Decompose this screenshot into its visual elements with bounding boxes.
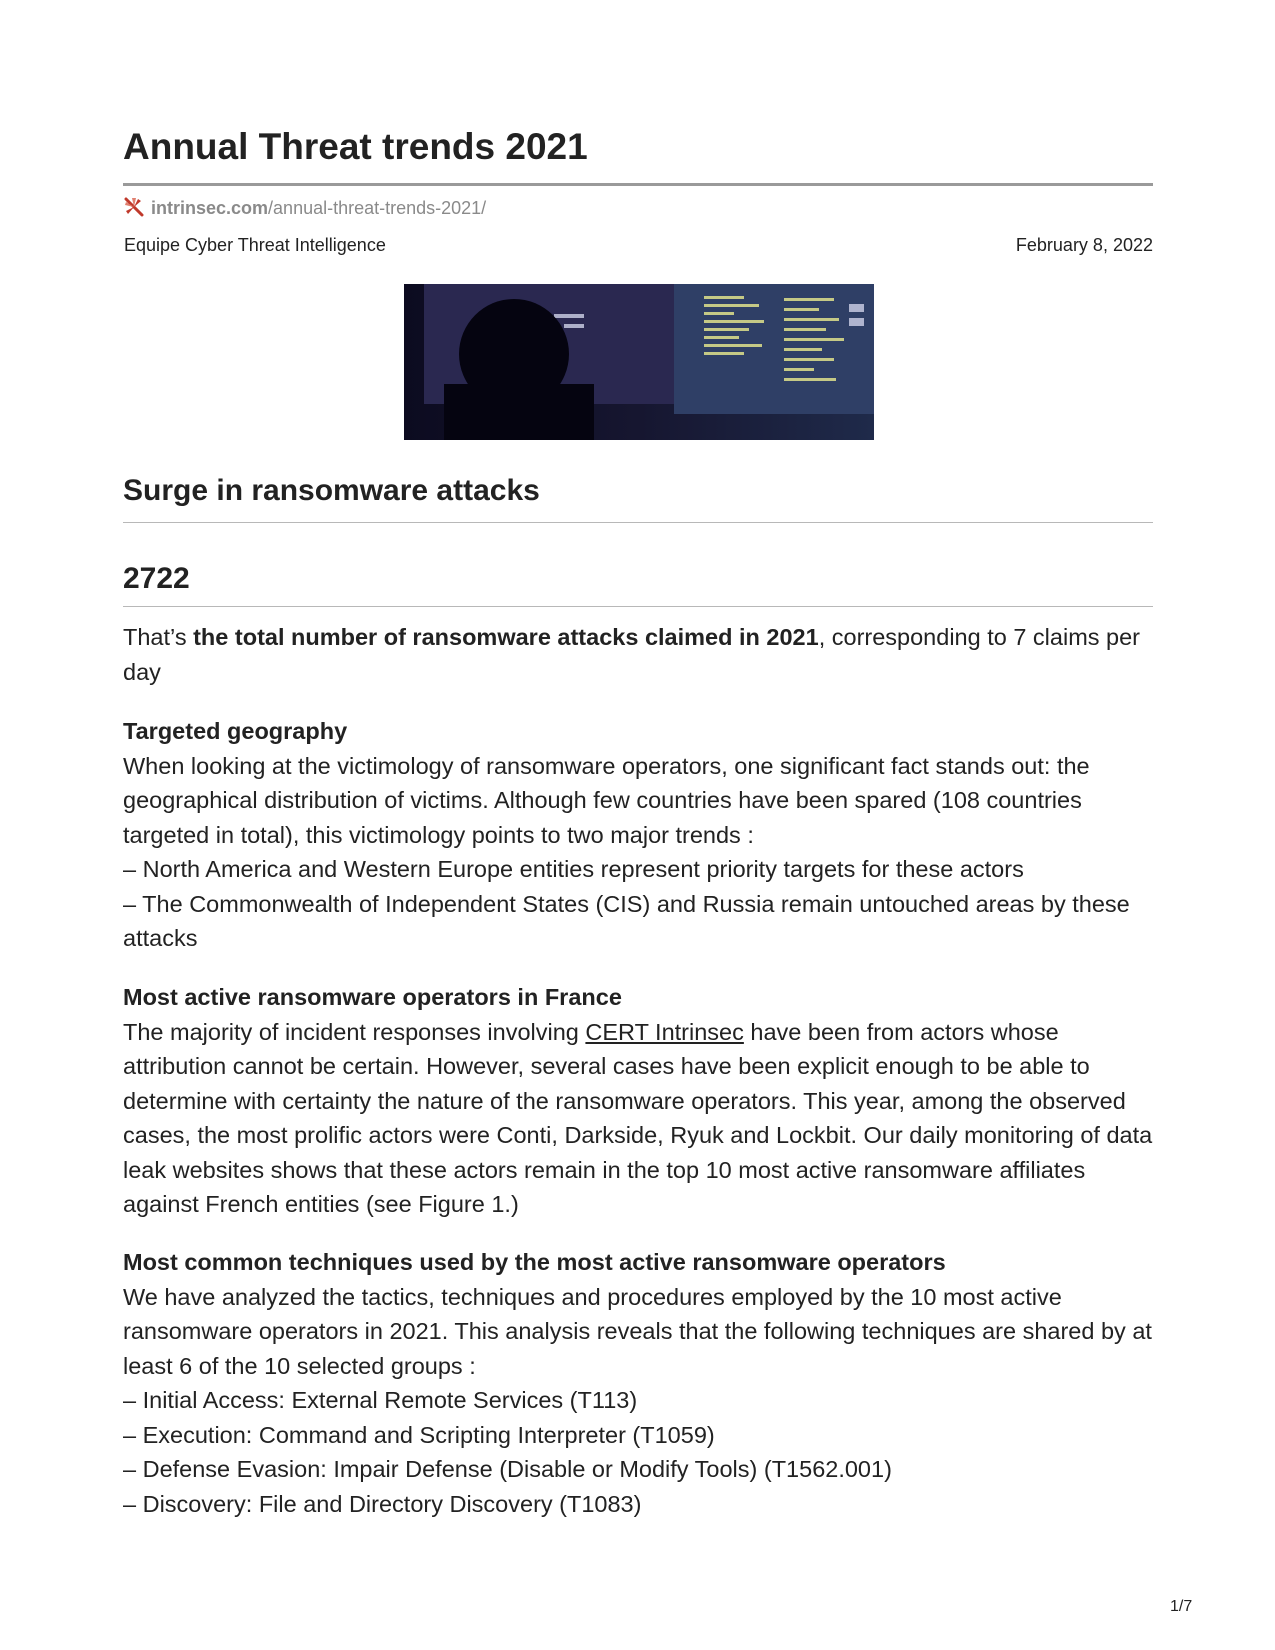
source-domain: intrinsec.com bbox=[151, 198, 269, 218]
techniques-block bbox=[123, 1245, 1153, 1521]
intro-paragraph bbox=[123, 620, 1153, 689]
technique-item: – Initial Access: External Remote Services (T113) bbox=[123, 1387, 638, 1413]
intro-suffix: , corresponding to 7 claims per day bbox=[123, 624, 1141, 685]
geography-text: When looking at the victimology of ransomware operators, one significant fact stands out: the geographical distribution of victims. Although few countries have been spared (108 countries targeted in total), this victimology points to two major trends : bbox=[123, 752, 1090, 848]
geography-item: – North America and Western Europe entities represent priority targets for these actors bbox=[123, 856, 1024, 882]
technique-item: – Execution: Command and Scripting Interpreter (T1059) bbox=[123, 1421, 715, 1448]
techniques-heading: Most common techniques used by the most active ransomware operators bbox=[123, 1249, 946, 1275]
publish-date: February 8, 2022 bbox=[1015, 235, 1153, 255]
france-heading: Most active ransomware operators in France bbox=[123, 984, 622, 1010]
number-divider bbox=[123, 606, 1153, 607]
title-divider bbox=[123, 183, 1153, 186]
intro-prefix: That’s bbox=[123, 624, 194, 650]
source-url[interactable] bbox=[123, 196, 486, 219]
cert-intrinsec-link[interactable]: CERT Intrinsec bbox=[585, 1018, 744, 1045]
france-block bbox=[123, 980, 1153, 1222]
france-prefix: The majority of incident responses involving bbox=[123, 1018, 586, 1045]
big-number: 2722 bbox=[123, 562, 190, 595]
techniques-text: We have analyzed the tactics, techniques and procedures employed by the 10 most active ransomware operators in 2021. This analysis reveals that the following techniques are shared by at least 6 of the 10 selected groups : bbox=[123, 1283, 1152, 1379]
technique-item: – Defense Evasion: Impair Defense (Disable or Modify Tools) (T1562.001) bbox=[123, 1456, 892, 1482]
france-suffix: have been from actors whose attribution cannot be certain. However, several cases have been explicit enough to be able to determine with certainty the nature of the ransomware operators. This year, among the observed cases, the most prolific actors were Conti, Darkside, Ryuk and Lockbit. Our daily monitoring of data leak websites shows that these actors remain in the top 10 most active ransomware affiliates against French entities (see Figure 1.) bbox=[123, 1018, 1153, 1217]
dragonfly-icon bbox=[123, 196, 145, 218]
geography-heading: Targeted geography bbox=[123, 718, 348, 744]
article-title: Annual Threat trends 2021 bbox=[123, 126, 588, 167]
intro-bold: the total number of ransomware attacks claimed in 2021 bbox=[193, 624, 819, 650]
geography-item: – The Commonwealth of Independent States (CIS) and Russia remain untouched areas by these attacks bbox=[123, 890, 1130, 951]
section-heading: Surge in ransomware attacks bbox=[123, 474, 540, 507]
section-divider bbox=[123, 522, 1153, 523]
source-path: /annual-threat-trends-2021/ bbox=[268, 198, 487, 218]
hero-image bbox=[404, 284, 874, 440]
author: Equipe Cyber Threat Intelligence bbox=[124, 235, 386, 255]
technique-item: – Discovery: File and Directory Discovery (T1083) bbox=[123, 1490, 642, 1517]
geography-block bbox=[123, 714, 1153, 956]
page-number: 1/7 bbox=[1170, 1598, 1193, 1615]
